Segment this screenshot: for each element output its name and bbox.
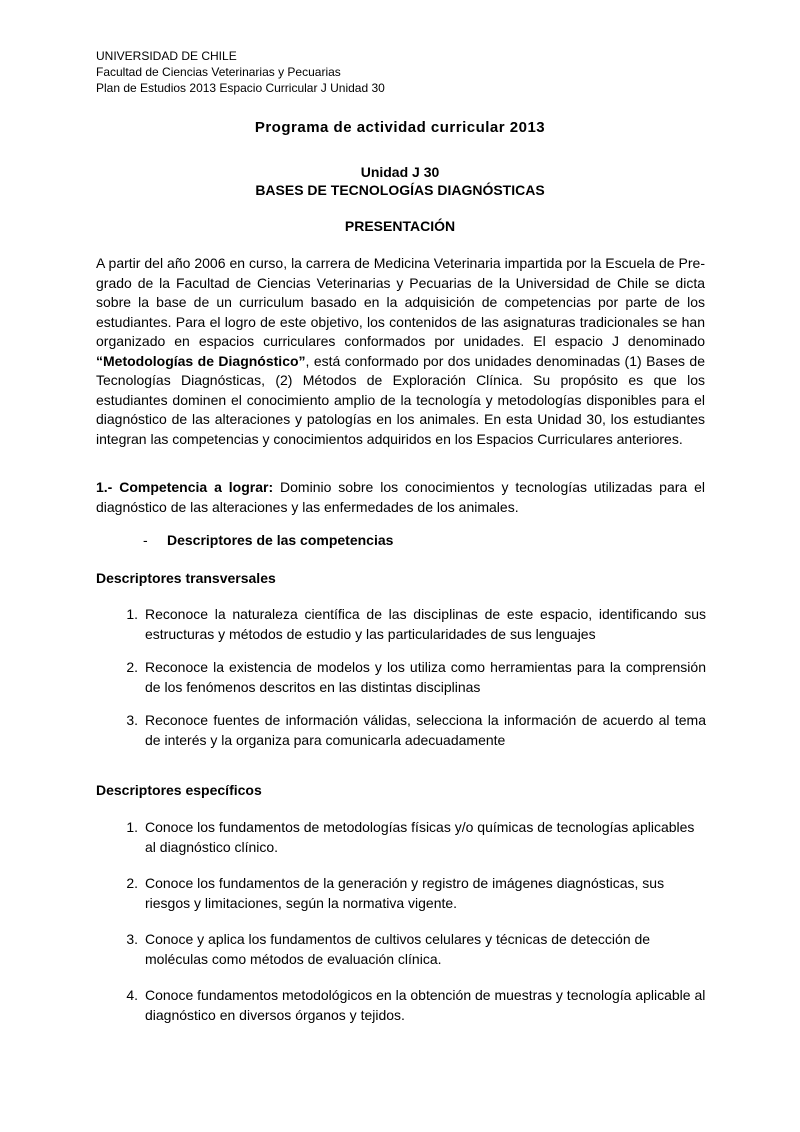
list-item-text: Reconoce la naturaleza científica de las disciplinas de este espacio, identificando sus estructuras y métodos de estudio y las particularidades de sus lenguajes <box>145 606 706 642</box>
bullet-dash: - <box>143 532 148 548</box>
list-item-text: Reconoce la existencia de modelos y los utiliza como herramientas para la comprensión de los fenómenos descritos en las distintas disciplinas <box>145 659 706 695</box>
list-item <box>118 605 706 644</box>
list-item <box>118 986 706 1025</box>
header-plan: Plan de Estudios 2013 Espacio Curricular J Unidad 30 <box>96 81 385 95</box>
list-item-number: 3. <box>126 931 138 947</box>
list-item-text: Conoce y aplica los fundamentos de cultivos celulares y técnicas de detección de moléculas como métodos de evaluación clínica. <box>145 931 651 967</box>
unit-block <box>0 163 800 199</box>
list-item-text: Conoce los fundamentos de la generación y registro de imágenes diagnósticas, sus riesgos y limitaciones, según la normativa vigente. <box>145 875 665 911</box>
competence-label: 1.- Competencia a lograr: <box>96 479 274 495</box>
list-item <box>118 711 706 750</box>
list-item-number: 1. <box>126 606 138 622</box>
space-name-bold: “Metodologías de Diagnóstico” <box>96 352 306 369</box>
presentation-paragraph <box>96 254 705 449</box>
transversal-heading: Descriptores transversales <box>96 570 276 586</box>
unit-name: BASES DE TECNOLOGÍAS DIAGNÓSTICAS <box>255 182 545 198</box>
presentation-text-start: A partir del año 2006 en curso, la carrera de Medicina Veterinaria impartida por la Escuela de Pre-grado de la Facultad de Ciencias Veterinarias y Pecuarias de la Universidad de Chile se dicta sobre la base de un curriculum basado en la adquisición de competencias por parte de los estudiantes. Para el logro de este objetivo, los contenidos de las asignaturas tradicionales se han organizado en espacios curriculares conformados por unidades. El espacio J denominado <box>96 255 705 349</box>
list-item-text: Conoce los fundamentos de metodologías físicas y/o químicas de tecnologías aplicables al diagnóstico clínico. <box>145 819 695 855</box>
list-item-text: Reconoce fuentes de información válidas, selecciona la información de acuerdo al tema de interés y la organiza para comunicarla adecuadamente <box>145 712 706 748</box>
list-item-number: 2. <box>126 875 138 891</box>
list-item <box>118 930 706 969</box>
descriptors-heading-text: Descriptores de las competencias <box>167 532 394 548</box>
program-title: Programa de actividad curricular 2013 <box>254 119 546 136</box>
list-item-text: Conoce fundamentos metodológicos en la obtención de muestras y tecnología aplicable al diagnóstico en diversos órganos y tejidos. <box>145 987 706 1023</box>
competence-text: Dominio sobre los conocimientos y tecnologías utilizadas para el diagnóstico de las alteraciones y las enfermedades de los animales. <box>96 479 706 515</box>
list-item <box>118 818 706 857</box>
header-university: UNIVERSIDAD DE CHILE <box>96 49 237 63</box>
list-item <box>118 874 706 913</box>
competence-paragraph <box>96 477 705 517</box>
descriptors-heading <box>143 532 393 548</box>
document-header <box>96 48 385 96</box>
list-item-number: 1. <box>126 819 138 835</box>
header-faculty: Facultad de Ciencias Veterinarias y Pecuarias <box>96 65 341 79</box>
list-item-number: 2. <box>126 659 138 675</box>
presentation-heading: PRESENTACIÓN <box>344 218 456 234</box>
unit-code: Unidad J 30 <box>360 164 440 180</box>
presentation-text-end: , está conformado por dos unidades denominadas (1) Bases de Tecnologías Diagnósticas, (2) Métodos de Exploración Clínica. Su propósito es que los estudiantes dominen el conocimiento amplio de la tecnología y metodologías disponibles para el diagnóstico de las alteraciones y patologías en los animales. En esta Unidad 30, los estudiantes integran las competencias y conocimientos adquiridos en los Espacios Curriculares anteriores. <box>96 352 705 447</box>
list-item <box>118 658 706 697</box>
list-item-number: 3. <box>126 712 138 728</box>
specific-heading: Descriptores específicos <box>96 782 262 798</box>
list-item-number: 4. <box>126 987 138 1003</box>
